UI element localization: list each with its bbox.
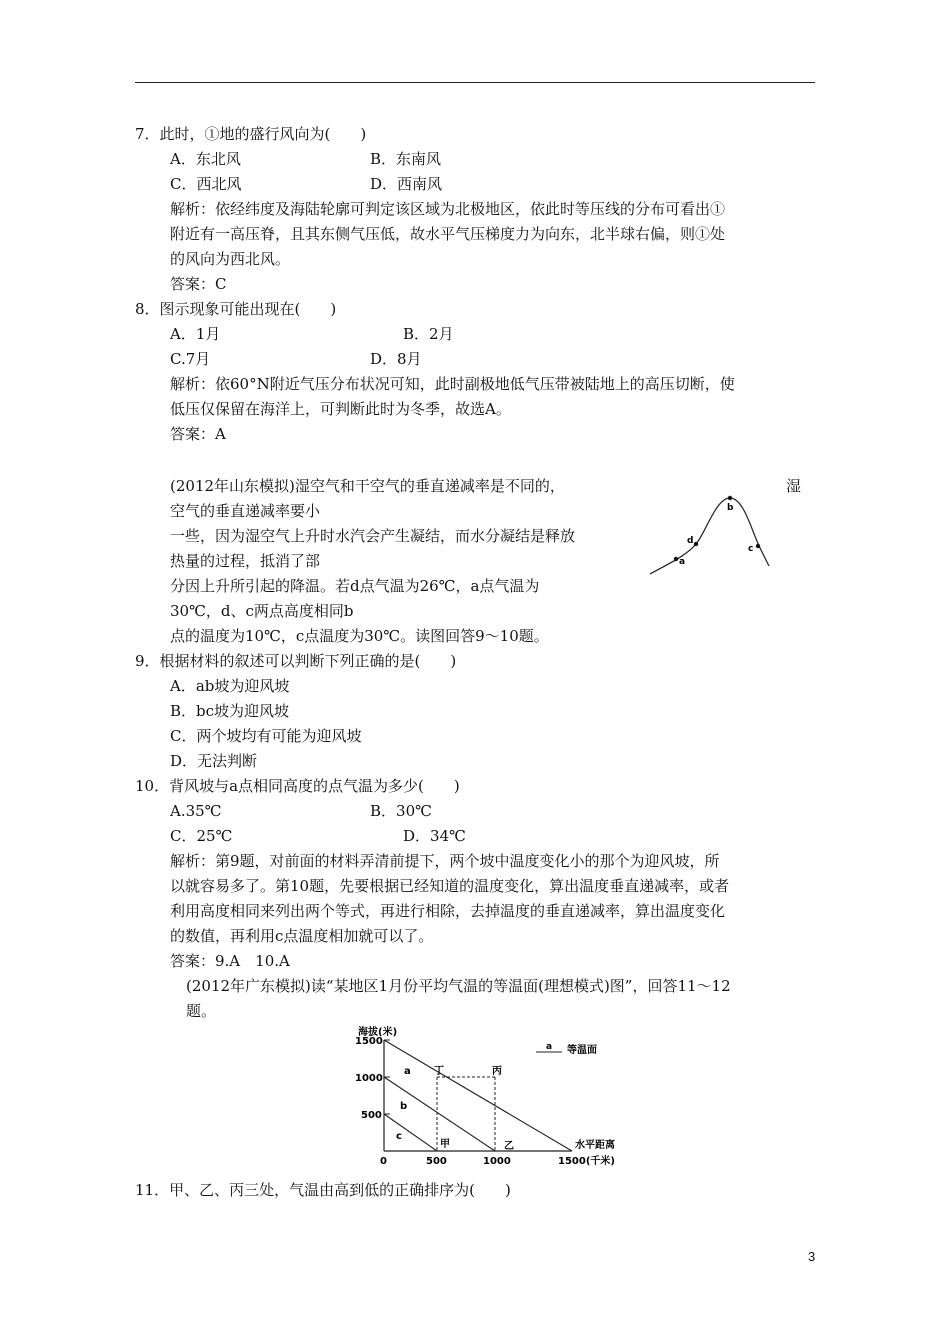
q7-stem: 7．此时，①地的盛行风向为( ) bbox=[135, 125, 367, 143]
q8-option-a: A．1月 bbox=[170, 325, 221, 343]
q10-analysis-line: 利用高度相同来列出两个等式，再进行相除，去掉温度的垂直递减率，算出温度变化 bbox=[170, 902, 726, 920]
y-axis-label: 海拔(米) bbox=[358, 1027, 398, 1038]
q8-analysis-line: 解析：依60°N附近气压分布状况可知，此时副极地低气压带被陆地上的高压切断，使 bbox=[170, 375, 735, 393]
material2-line: (2012年广东模拟)读“某地区1月份平均气温的等温面(理想模式)图”，回答11～12 bbox=[186, 977, 731, 995]
point-c-marker bbox=[756, 544, 760, 548]
legend-symbol: a bbox=[546, 1042, 553, 1052]
y-tick-label: 500 bbox=[361, 1110, 382, 1121]
isotherm-b-label: b bbox=[400, 1101, 408, 1112]
q8-analysis-line: 低压仅保留在海洋上，可判断此时为冬季，故选A。 bbox=[170, 400, 511, 418]
q7-analysis-line: 的风向为西北风。 bbox=[170, 250, 291, 268]
q7-option-c: C．西北风 bbox=[170, 175, 242, 193]
q10-analysis-line: 解析：第9题，对前面的材料弄清前提下，两个坡中温度变化小的那个为迎风坡，所 bbox=[170, 852, 720, 870]
material1-line: 空气的垂直递减率要小 bbox=[170, 502, 321, 520]
x-tick-label: 500 bbox=[426, 1156, 447, 1167]
place-ding-label: 丁 bbox=[434, 1066, 444, 1077]
point-b-marker bbox=[728, 496, 732, 500]
q9-stem: 9．根据材料的叙述可以判断下列正确的是( ) bbox=[135, 652, 457, 670]
place-jia-label: 甲 bbox=[440, 1139, 450, 1150]
material1-line: 点的温度为10℃，c点温度为30℃。读图回答9～10题。 bbox=[170, 627, 549, 645]
isotherm-figure bbox=[340, 1026, 650, 1172]
q7-option-d: D．西南风 bbox=[370, 175, 443, 193]
isotherm-c-label: c bbox=[396, 1131, 402, 1142]
y-tick-label: 1000 bbox=[355, 1073, 383, 1084]
q10-stem: 10．背风坡与a点相同高度的点气温为多少( ) bbox=[135, 777, 460, 795]
x-axis-label: 水平距离 bbox=[575, 1140, 615, 1151]
place-yi-label: 乙 bbox=[504, 1141, 514, 1152]
point-c-label: c bbox=[748, 544, 754, 554]
q9-option-a: A．ab坡为迎风坡 bbox=[170, 677, 290, 695]
material1-line: 热量的过程，抵消了部 bbox=[170, 552, 321, 570]
q10-option-a: A.35℃ bbox=[170, 802, 222, 820]
material1-line: 30℃，d、c两点高度相同b bbox=[170, 602, 354, 620]
mountain-profile bbox=[650, 498, 769, 574]
x-tick-label: 0 bbox=[380, 1156, 387, 1167]
isotherm-c-line bbox=[384, 1114, 437, 1151]
q8-option-c: C.7月 bbox=[170, 350, 211, 368]
x-tick-label: 1500(千米) bbox=[558, 1156, 615, 1167]
q8-option-b: B．2月 bbox=[403, 325, 454, 343]
page-number: 3 bbox=[808, 1249, 816, 1264]
q8-answer: 答案：A bbox=[170, 425, 226, 443]
q10-analysis-line: 的数值，再利用c点温度相加就可以了。 bbox=[170, 927, 434, 945]
q9-option-c: C．两个坡均有可能为迎风坡 bbox=[170, 727, 362, 745]
q7-analysis-line: 附近有一高压脊，且其东侧气压低，故水平气压梯度力为向东，北半球右偏，则①处 bbox=[170, 225, 726, 243]
q10-answer: 答案：9.A 10.A bbox=[170, 952, 290, 970]
legend-label: 等温面 bbox=[567, 1045, 597, 1056]
material1-line: (2012年山东模拟)湿空气和干空气的垂直递减率是不同的， bbox=[170, 477, 565, 495]
q10-option-d: D．34℃ bbox=[403, 827, 466, 845]
x-tick-label: 1000 bbox=[483, 1156, 511, 1167]
point-a-label: a bbox=[679, 557, 686, 567]
q7-option-b: B．东南风 bbox=[370, 150, 442, 168]
place-bing-label: 丙 bbox=[492, 1066, 502, 1077]
q11-stem: 11．甲、乙、丙三处，气温由高到低的正确排序为( ) bbox=[135, 1181, 511, 1199]
material1-line: 分因上升所引起的降温。若d点气温为26℃，a点气温为 bbox=[170, 577, 540, 595]
q9-option-d: D．无法判断 bbox=[170, 752, 258, 770]
q10-option-b: B．30℃ bbox=[370, 802, 432, 820]
isotherm-a-label: a bbox=[404, 1066, 411, 1077]
y-tick-label: 1500 bbox=[355, 1036, 383, 1047]
material2-line: 题。 bbox=[186, 1002, 217, 1020]
point-d-marker bbox=[694, 542, 698, 546]
point-b-label: b bbox=[727, 503, 734, 513]
point-d-label: d bbox=[687, 536, 694, 546]
mountain-figure bbox=[640, 488, 780, 583]
material1-line: 湿 bbox=[786, 477, 802, 495]
q7-answer: 答案：C bbox=[170, 275, 227, 293]
q9-option-b: B．bc坡为迎风坡 bbox=[170, 702, 290, 720]
q7-option-a: A．东北风 bbox=[170, 150, 241, 168]
q8-option-d: D．8月 bbox=[370, 350, 422, 368]
point-a-marker bbox=[674, 557, 678, 561]
q7-analysis-line: 解析：依经纬度及海陆轮廓可判定该区域为北极地区，依此时等压线的分布可看出① bbox=[170, 200, 726, 218]
header-rule bbox=[135, 82, 815, 83]
q10-analysis-line: 以就容易多了。第10题，先要根据已经知道的温度变化，算出温度垂直递减率，或者 bbox=[170, 877, 730, 895]
material1-line: 一些，因为湿空气上升时水汽会产生凝结，而水分凝结是释放 bbox=[170, 527, 576, 545]
q8-stem: 8．图示现象可能出现在( ) bbox=[135, 300, 337, 318]
q10-option-c: C．25℃ bbox=[170, 827, 233, 845]
